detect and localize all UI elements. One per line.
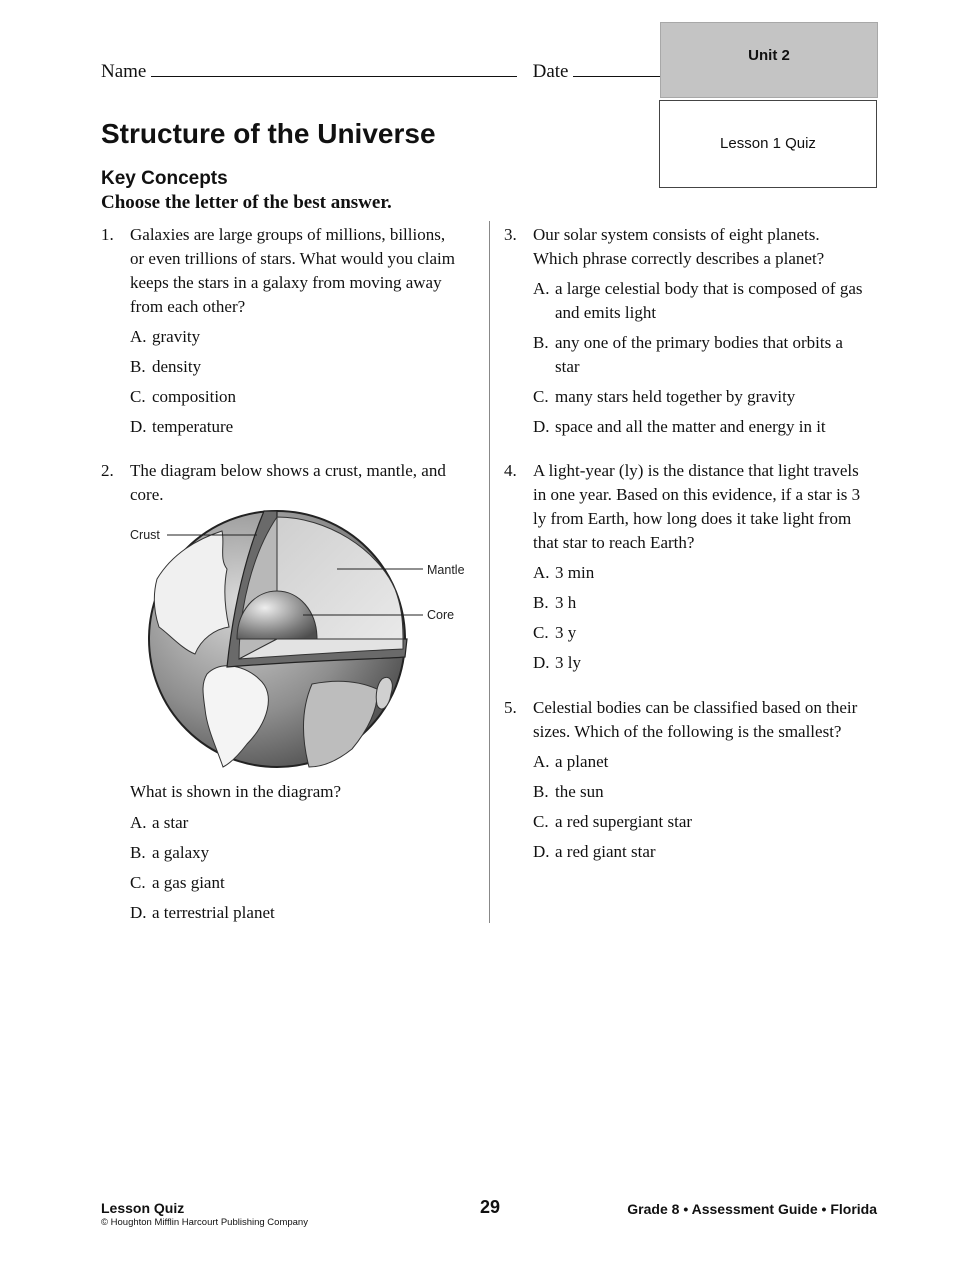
answer-option-b[interactable] [130,841,209,865]
option-text: space and all the matter and energy in it [555,417,826,436]
stem-line: keeps the stars in a galaxy from moving away [130,273,442,292]
stem-line: A light-year (ly) is the distance that light travels [533,461,859,480]
option-letter: D. [533,417,550,436]
question-number: 2. [101,461,114,480]
option-text: a gas giant [152,873,225,892]
mantle-label: Mantle [427,563,465,577]
answer-option-d[interactable] [130,415,233,439]
question-stem [533,696,857,744]
stem-line: from each other? [130,297,246,316]
question-stem [533,459,860,555]
core-label: Core [427,608,455,622]
answer-option-a[interactable] [533,561,594,585]
question-number: 5. [504,698,517,717]
answer-option-a[interactable] [130,325,200,349]
stem-line: Galaxies are large groups of millions, billions, [130,225,446,244]
stem-line: Our solar system consists of eight planets. [533,225,820,244]
answer-option-d[interactable] [533,840,656,864]
instructions: Choose the letter of the best answer. [101,192,392,213]
stem-line: in one year. Based on this evidence, if a star is 3 [533,485,861,504]
option-text [555,277,863,325]
option-letter: D. [130,903,147,922]
stem-line: that star to reach Earth? [533,533,695,552]
unit-box [660,22,878,98]
answer-option-a[interactable] [130,811,188,835]
lesson-label: Lesson 1 Quiz [720,135,816,152]
question-5 [504,696,884,866]
option-letter: D. [533,653,550,672]
option-letter: D. [533,842,550,861]
answer-option-d[interactable] [533,415,826,439]
stem-line: The diagram below shows a crust, mantle, and [130,461,446,480]
question-stem [130,459,446,507]
option-letter: A. [130,327,147,346]
footer-left [101,1200,308,1228]
answer-option-c[interactable] [130,385,236,409]
option-text: the sun [555,782,604,801]
answer-option-d[interactable] [130,901,275,925]
option-text: a star [152,813,189,832]
unit-label: Unit 2 [748,47,790,64]
option-text-line: and emits light [555,303,657,322]
option-text: many stars held together by gravity [555,387,796,406]
option-text: temperature [152,417,234,436]
option-letter: B. [130,357,146,376]
option-text: gravity [152,327,201,346]
name-blank[interactable] [151,62,517,77]
question-4 [504,459,884,679]
answer-option-a[interactable] [533,750,608,774]
option-text: 3 ly [555,653,581,672]
lesson-box [659,100,877,188]
option-text: a red giant star [555,842,656,861]
answer-option-c[interactable] [533,621,576,645]
answer-option-b[interactable] [533,780,604,804]
question-1 [101,223,481,443]
crust-label: Crust [130,528,160,542]
date-blank[interactable] [573,62,660,77]
option-text: a galaxy [152,843,210,862]
option-text: 3 h [555,593,577,612]
stem-line: sizes. Which of the following is the smallest? [533,722,842,741]
option-text-line: a large celestial body that is composed of gas [555,279,863,298]
option-letter: A. [533,752,550,771]
answer-option-c[interactable] [533,385,795,409]
stem-line: Celestial bodies can be classified based on their [533,698,858,717]
question-2 [101,459,481,929]
option-letter: C. [533,387,549,406]
option-letter: C. [130,873,146,892]
option-letter: A. [533,279,550,298]
name-date-line [101,61,660,83]
option-letter: B. [533,782,549,801]
option-text: a red supergiant star [555,812,693,831]
option-letter: C. [130,387,146,406]
continent-africa-icon [303,681,377,767]
answer-option-d[interactable] [533,651,581,675]
page-title: Structure of the Universe [101,118,436,149]
option-letter: C. [533,812,549,831]
footer-right: Grade 8 • Assessment Guide • Florida [627,1201,877,1217]
question-followup: What is shown in the diagram? [130,782,342,801]
question-number: 3. [504,225,517,244]
answer-option-b[interactable] [533,591,576,615]
footer-title: Lesson Quiz [101,1200,185,1216]
section-heading: Key Concepts [101,168,228,189]
answer-option-b[interactable] [130,355,201,379]
answer-option-b[interactable] [533,331,843,379]
question-3 [504,223,884,443]
option-text: a terrestrial planet [152,903,275,922]
column-divider [489,221,490,923]
answer-option-a[interactable] [533,277,863,325]
stem-line: or even trillions of stars. What would you claim [130,249,455,268]
option-letter: B. [533,333,549,352]
earth-layers-diagram [127,509,477,774]
option-text: density [152,357,202,376]
option-text: composition [152,387,237,406]
option-text: a planet [555,752,609,771]
stem-line: Which phrase correctly describes a planet? [533,249,825,268]
answer-option-c[interactable] [533,810,692,834]
option-letter: B. [533,593,549,612]
option-text: 3 y [555,623,577,642]
question-number: 4. [504,461,517,480]
option-text [555,331,843,379]
option-text-line: star [555,357,580,376]
option-letter: A. [130,813,147,832]
copyright-notice: © Houghton Mifflin Harcourt Publishing Company [101,1217,308,1228]
option-letter: A. [533,563,550,582]
page-number: 29 [479,1197,501,1217]
question-stem [130,223,455,319]
name-label: Name [101,61,147,82]
question-stem [533,223,824,271]
question-number: 1. [101,225,114,244]
option-letter: B. [130,843,146,862]
date-label: Date [532,61,569,82]
stem-line: core. [130,485,164,504]
answer-option-c[interactable] [130,871,225,895]
option-letter: C. [533,623,549,642]
option-text: 3 min [555,563,595,582]
option-text-line: any one of the primary bodies that orbits a [555,333,843,352]
stem-line: ly from Earth, how long does it take light from [533,509,852,528]
option-letter: D. [130,417,147,436]
